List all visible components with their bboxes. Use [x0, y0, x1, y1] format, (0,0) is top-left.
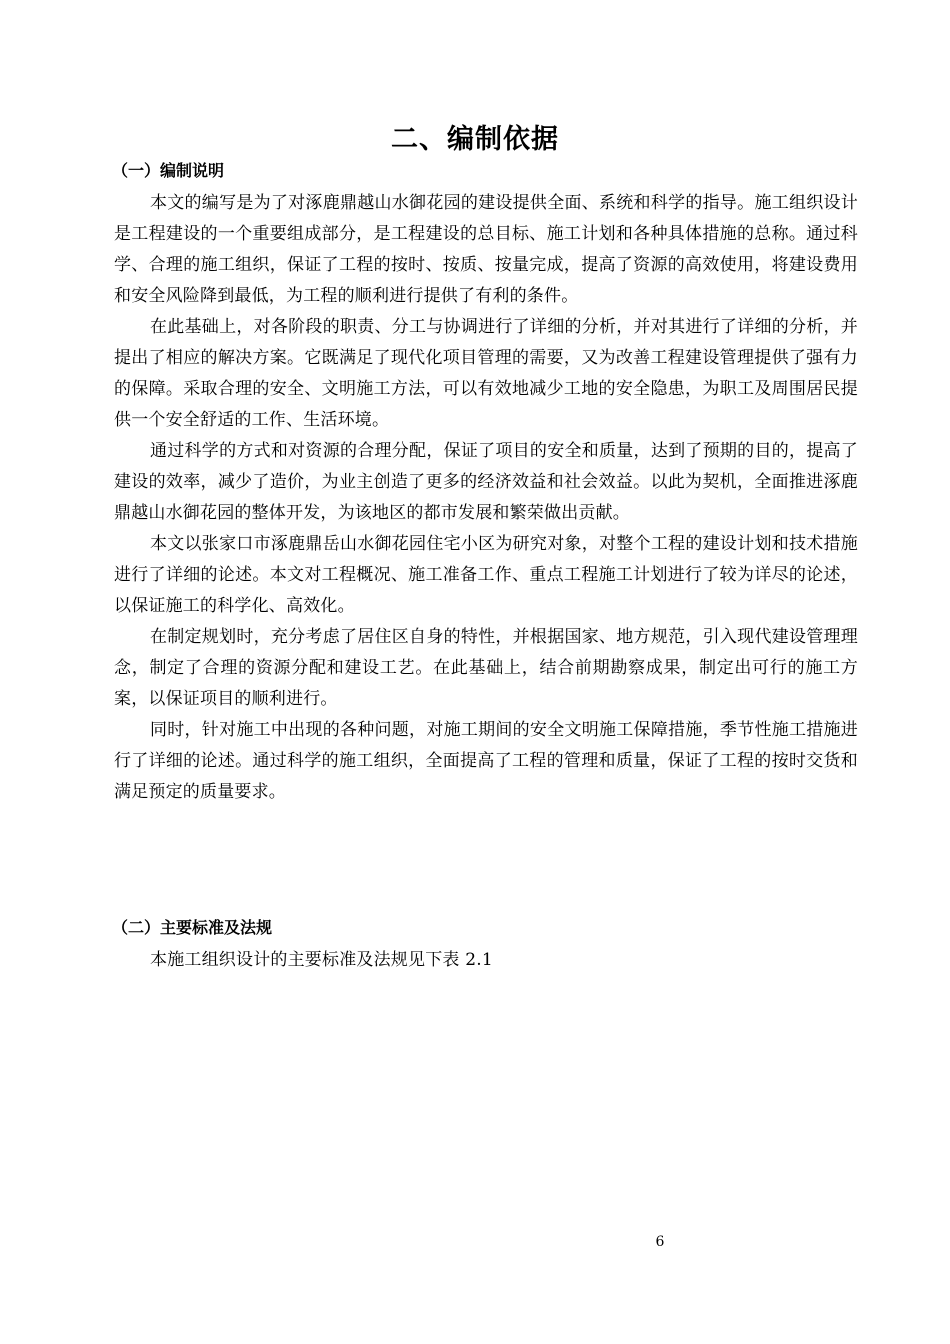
paragraph-3: 通过科学的方式和对资源的合理分配，保证了项目的安全和质量，达到了预期的目的，提高了建设的效率，减少了造价，为业主创造了更多的经济效益和社会效益。以此为契机，全面推进涿鹿鼎越山水御花园的整体开发，为该地区的都市发展和繁荣做出贡献。 — [114, 441, 858, 523]
section-heading-compilation-notes: （一）编制说明 — [112, 161, 225, 180]
paragraph-2: 在此基础上，对各阶段的职责、分工与协调进行了详细的分析，并对其进行了详细的分析，并提出了相应的解决方案。它既满足了现代化项目管理的需要，又为改善工程建设管理提供了强有力的保障。采取合理的安全、文明施工方法，可以有效地减少工地的安全隐患，为职工及周围居民提供一个安全舒适的工作、生活环境。 — [114, 317, 858, 430]
paragraph-4: 本文以张家口市涿鹿鼎岳山水御花园住宅小区为研究对象，对整个工程的建设计划和技术措施进行了详细的论述。本文对工程概况、施工准备工作、重点工程施工计划进行了较为详尽的论述，以保证施工的科学化、高效化。 — [114, 534, 858, 616]
section-body-standards — [114, 945, 858, 976]
paragraph-standards-intro: 本施工组织设计的主要标准及法规见下表 2.1 — [150, 950, 493, 970]
section-body-compilation-notes — [114, 188, 858, 808]
paragraph-6: 同时，针对施工中出现的各种问题，对施工期间的安全文明施工保障措施，季节性施工措施进行了详细的论述。通过科学的施工组织，全面提高了工程的管理和质量，保证了工程的按时交货和满足预定的质量要求。 — [114, 720, 858, 802]
section-heading-standards: （二）主要标准及法规 — [112, 918, 273, 937]
chapter-title: 二、编制依据 — [391, 124, 559, 155]
page-number: 6 — [655, 1234, 665, 1250]
paragraph-5: 在制定规划时，充分考虑了居住区自身的特性，并根据国家、地方规范，引入现代建设管理理念，制定了合理的资源分配和建设工艺。在此基础上，结合前期勘察成果，制定出可行的施工方案，以保证项目的顺利进行。 — [114, 627, 858, 709]
paragraph-1: 本文的编写是为了对涿鹿鼎越山水御花园的建设提供全面、系统和科学的指导。施工组织设计是工程建设的一个重要组成部分，是工程建设的总目标、施工计划和各种具体措施的总称。通过科学、合理的施工组织，保证了工程的按时、按质、按量完成，提高了资源的高效使用，将建设费用和安全风险降到最低，为工程的顺利进行提供了有利的条件。 — [114, 193, 858, 306]
